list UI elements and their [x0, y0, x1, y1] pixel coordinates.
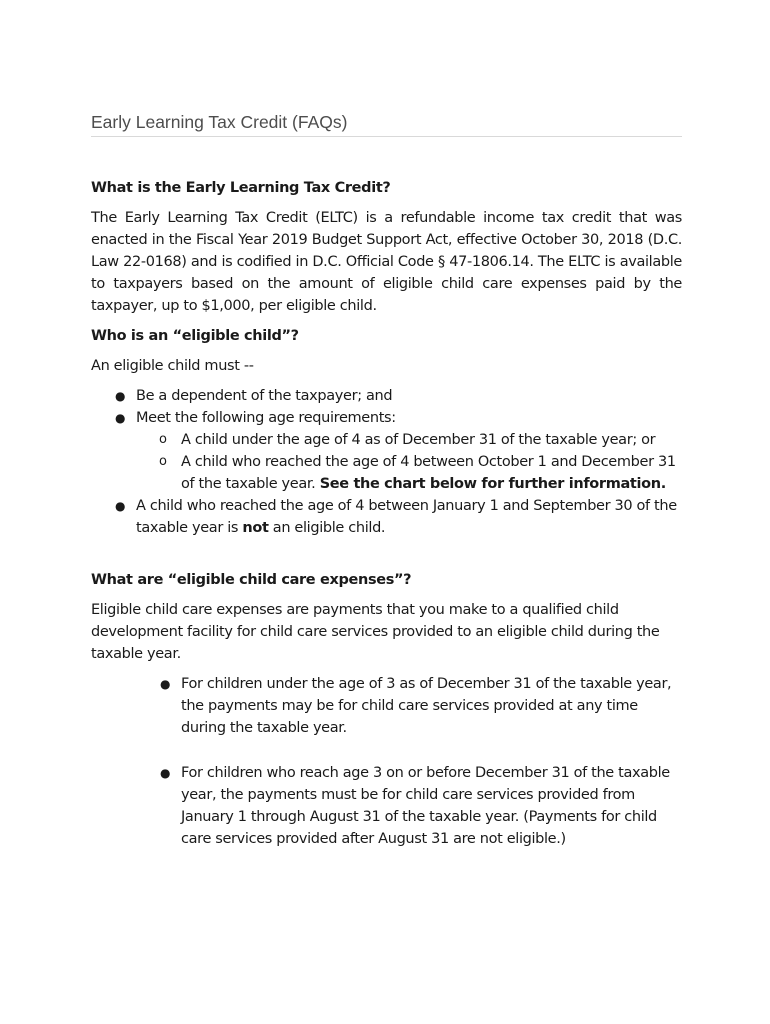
list-item-text: A child who reached the age of 4 between January 1 and September 30 of the taxable year is	[136, 498, 677, 536]
list-item-text: For children who reach age 3 on or before December 31 of the taxable year, the payments must be for child care services provided from January 1 through August 31 of the taxable year. (Payments for child care services provided after August 31 are not eligible.)	[181, 765, 670, 847]
question-eligible-child: Who is an “eligible child”?	[91, 328, 299, 344]
list-item	[160, 762, 682, 850]
list-item	[115, 385, 682, 407]
list-item-text: For children under the age of 3 as of December 31 of the taxable year, the payments may be for child care services provided at any time during the taxable year.	[181, 676, 672, 736]
circle-bullet-icon: o	[159, 432, 167, 447]
bullet-icon: ●	[160, 677, 171, 691]
faq-body	[91, 177, 682, 850]
emphasis-not: not	[242, 520, 269, 536]
document-page	[91, 110, 682, 850]
chart-reference-note: See the chart below for further information.	[319, 476, 666, 492]
eligible-child-intro: An eligible child must --	[91, 358, 254, 374]
list-item	[115, 407, 682, 495]
list-item-text: A child who reached the age of 4 between October 1 and December 31 of the taxable year.	[181, 454, 676, 492]
list-item	[115, 495, 682, 539]
bullet-icon: ●	[160, 766, 171, 780]
list-item	[159, 451, 682, 495]
question-eligible-expenses: What are “eligible child care expenses”?	[91, 572, 412, 588]
list-item-text: an eligible child.	[268, 520, 386, 536]
answer-eligible-expenses: Eligible child care expenses are payments that you make to a qualified child development facility for child care services provided to an eligible child during the taxable year.	[91, 602, 660, 662]
document-title: Early Learning Tax Credit (FAQs)	[91, 110, 682, 137]
eligible-expenses-list	[91, 673, 682, 850]
list-item	[160, 673, 682, 739]
list-item-text: A child under the age of 4 as of December 31 of the taxable year; or	[181, 432, 656, 448]
list-item	[159, 429, 682, 451]
bullet-icon: ●	[115, 389, 126, 403]
list-item-text: Be a dependent of the taxpayer; and	[136, 388, 393, 404]
eligible-child-list	[91, 385, 682, 539]
answer-what-is-eltc: The Early Learning Tax Credit (ELTC) is a refundable income tax credit that was enacted in the Fiscal Year 2019 Budget Support Act, effective October 30, 2018 (D.C. Law 22-0168) and is codified in D.C. Official Code § 47-1806.14. The ELTC is available to taxpayers based on the amount of eligible child care expenses paid by the taxpayer, up to $1,000, per eligible child.	[91, 210, 682, 314]
age-requirements-list	[136, 429, 682, 495]
bullet-icon: ●	[115, 499, 126, 513]
bullet-icon: ●	[115, 411, 126, 425]
question-what-is-eltc: What is the Early Learning Tax Credit?	[91, 180, 391, 196]
circle-bullet-icon: o	[159, 454, 167, 469]
list-item-text: Meet the following age requirements:	[136, 410, 396, 426]
